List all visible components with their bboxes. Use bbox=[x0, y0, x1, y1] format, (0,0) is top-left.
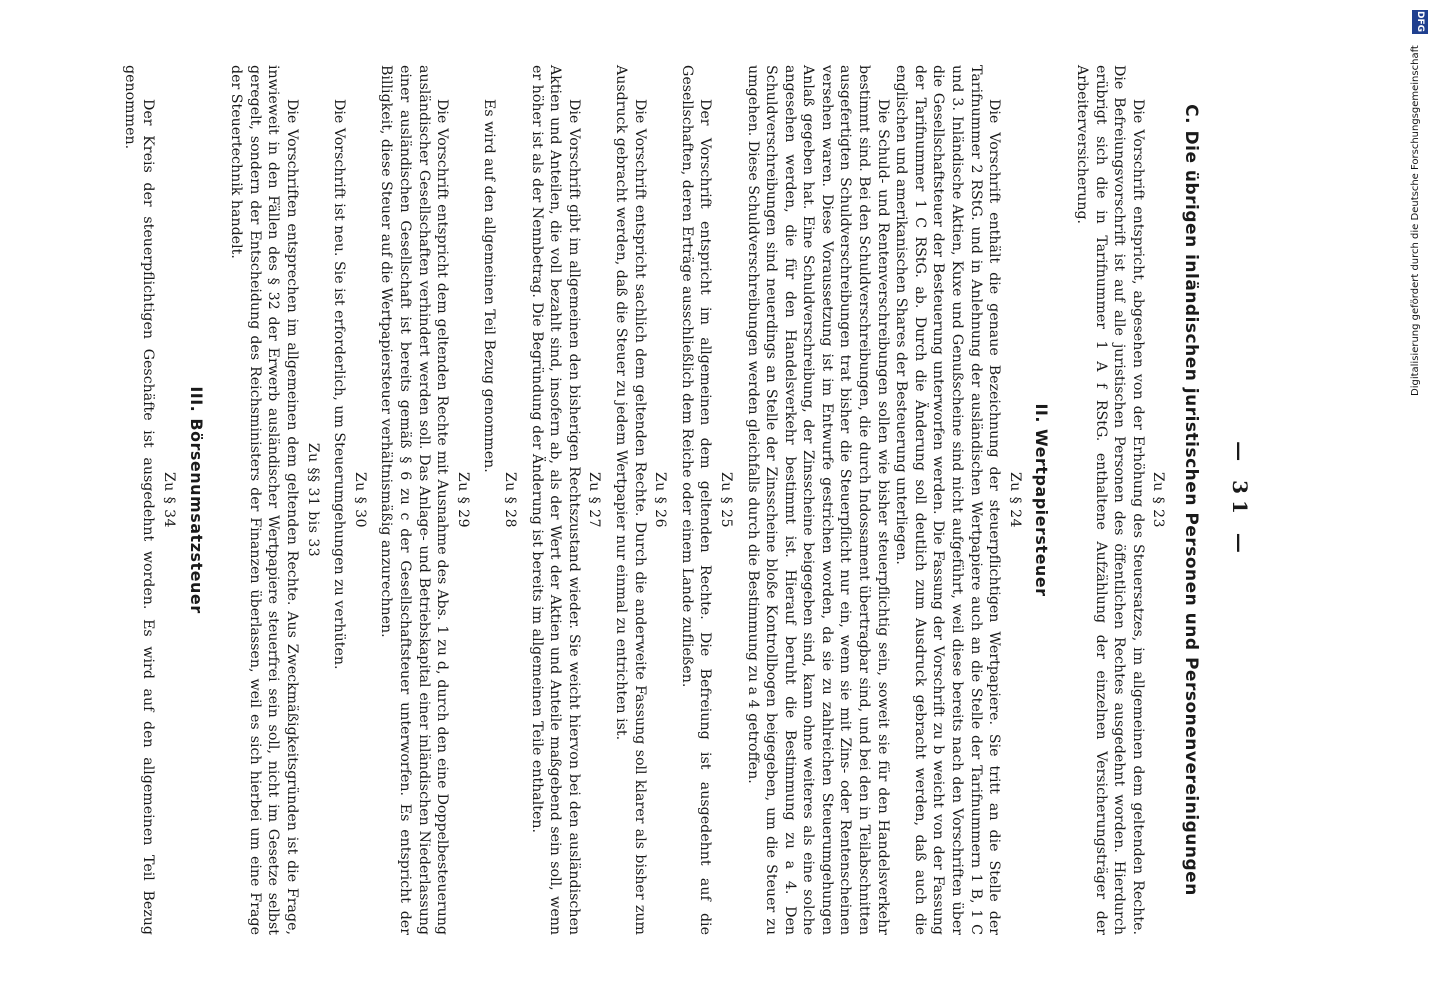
paragraph-heading-31-33: Zu §§ 31 bis 33 bbox=[304, 442, 321, 558]
section-c-heading: C. Die übrigen inländischen juristischen Personen und Personenvereinigungen bbox=[1181, 104, 1201, 896]
paragraph-text-24b: Die Schuld- und Rentenverschreibungen sollen wie bisher steuerpflichtig sein, soweit sie für den Handelsverkehr bestimmt sind. Bei den Schuldverschreibungen, die durch Indossament übertragbar sind, und bei den in Teilabschnitten ausgefertigten Schuldverschreibungen trat bisher die Steuerpflicht nur ein, wenn sie mit Zins- oder Rentenscheinen versehen waren. Diese Voraussetzung ist im Entwurfe gestrichen worden, da sie zu zahlreichen Steuerumgehungen Anlaß gegeben hat. Eine Schuldverschreibung, der Zinsscheine beigegeben sind, kann ohne weiteres als eine solche angesehen werden, die für den Handelsverkehr bestimmt ist. Hierauf beruht die Bestimmung zu a 4. Den Schuldverschreibungen sind neuerdings an Stelle der Zinsscheine bloße Kontrollbogen beigegeben, um die Steuer zu umgehen. Diese Schuldverschreibungen werden gleichfalls durch die Bestimmung zu a 4 getroffen. bbox=[744, 65, 891, 935]
rotated-page bbox=[90, 20, 1310, 980]
paragraph-heading-26: Zu § 26 bbox=[652, 472, 669, 528]
paragraph-text-23: Die Vorschrift entspricht, abgesehen von der Erhöhung des Steuersatzes, im allgemeinen dem geltenden Rechte. Die Befreiungsvorschrift ist auf alle juristischen Personen des öffentlichen Rechtes ausgedehnt worden. Hierdurch erübrigt sich die in Tarifnummer 1 A f RStG. enthaltene Aufzählung der einzelnen Versicherungsträger der Arbeiterversicherung. bbox=[1074, 65, 1146, 935]
paragraph-text-25: Der Vorschrift entspricht im allgemeinen dem geltenden Rechte. Die Befreiung ist ausgedehnt auf die Gesellschaften, deren Erträge ausschließlich dem Reiche oder einem Lande zufließen. bbox=[678, 65, 714, 935]
paragraph-heading-23: Zu § 23 bbox=[1150, 472, 1167, 528]
paragraph-text-31-33: Die Vorschriften entsprechen im allgemeinen dem geltenden Rechte. Aus Zweckmäßigkeitsgründen ist die Frage, inwieweit in den Fällen des § 32 der Erwerb ausländischer Wertpapiere steuerfrei sein soll, nicht im Gesetze selbst geregelt, sondern der Entscheidung des Reichsministers der Finanzen überlassen, weil es sich hierbei um eine Frage der Steuertechnik handelt. bbox=[228, 65, 301, 935]
page-content bbox=[120, 65, 1200, 935]
paragraph-heading-29: Zu § 29 bbox=[454, 472, 471, 528]
paragraph-text-30: Die Vorschrift ist neu. Sie ist erforderlich, um Steuerumgehungen zu verhüten. bbox=[331, 99, 348, 670]
section-ii-heading: II. Wertpapiersteuer bbox=[1032, 403, 1052, 597]
paragraph-heading-27: Zu § 27 bbox=[586, 472, 603, 528]
paragraph-text-26: Die Vorschrift entspricht sachlich dem geltenden Rechte. Durch die anderweite Fassung soll klarer als bisher zum Ausdruck gebracht werden, daß die Steuer zu jedem Wertpapier nur einmal zu entrichten ist. bbox=[612, 65, 648, 935]
dfg-logo: DFG bbox=[1412, 10, 1428, 34]
digitization-credit: Digitalisierung gefördert durch die Deutsche Forschungsgemeinschaft bbox=[1410, 45, 1421, 396]
paragraph-heading-30: Zu § 30 bbox=[351, 472, 368, 528]
paragraph-heading-24: Zu § 24 bbox=[1006, 472, 1023, 528]
paragraph-text-29: Die Vorschrift entspricht dem geltenden Rechte mit Ausnahme des Abs. 1 zu d, durch den eine Doppelbesteuerung ausländischer Gesellschaften verhindert werden soll. Das Anlage- und Betriebskapital einer inländischen Niederlassung einer ausländischen Gesellschaft ist bereits gemäß § 6 zu c der Gesellschaftsteuer unterworfen. Es entspricht der Billigkeit, diese Steuer auf die Wertpapiersteuer verhältnismäßig anzurechnen. bbox=[378, 65, 451, 935]
paragraph-text-24a: Die Vorschrift enthält die genaue Bezeichnung der steuerpflichtigen Wertpapiere. Sie tritt an die Stelle der Tarifnummer 2 RStG. und in Anlehnung der ausländischen Wertpapiere auch an die Stelle der Tarifnummern 1 B, 1 C und 3. Inländische Aktien, Kuxe und Genußscheine sind nicht aufgeführt, weil diese bereits nach den Vorschriften über die Gesellschaftsteuer der Besteuerung unterworfen werden. Die Fassung der Vorschrift zu b weicht von der Fassung der Tarifnummer 1 C RStG. ab. Durch die Änderung soll deutlich zum Ausdruck gebracht werden, daß auch die englischen und amerikanischen Shares der Besteuerung unterliegen. bbox=[893, 65, 1003, 935]
digitization-side-note bbox=[1404, 0, 1434, 1000]
document-page bbox=[90, 20, 1310, 980]
paragraph-text-28: Es wird auf den allgemeinen Teil Bezug genommen. bbox=[481, 99, 498, 473]
page-number: — 31 — bbox=[1228, 441, 1252, 559]
paragraph-heading-34: Zu § 34 bbox=[161, 472, 178, 528]
section-iii-heading: III. Börsenumsatzsteuer bbox=[186, 386, 206, 614]
paragraph-text-27: Die Vorschrift gibt im allgemeinen den bisherigen Rechtszustand wieder. Sie weicht hiervon bei den ausländischen Aktien und Anteilen, die voll bezahlt sind, insofern ab, als der Wert der Aktien und Anteile maßgebend sein soll, wenn er höher ist als der Nennbetrag. Die Begründung der Änderung ist bereits im allgemeinen Teile enthalten. bbox=[528, 65, 582, 935]
paragraph-text-34: Der Kreis der steuerpflichtigen Geschäfte ist ausgedehnt worden. Es wird auf den allgemeinen Teil Bezug genommen. bbox=[121, 65, 157, 935]
paragraph-heading-28: Zu § 28 bbox=[502, 472, 518, 528]
paragraph-heading-25: Zu § 25 bbox=[717, 472, 734, 528]
